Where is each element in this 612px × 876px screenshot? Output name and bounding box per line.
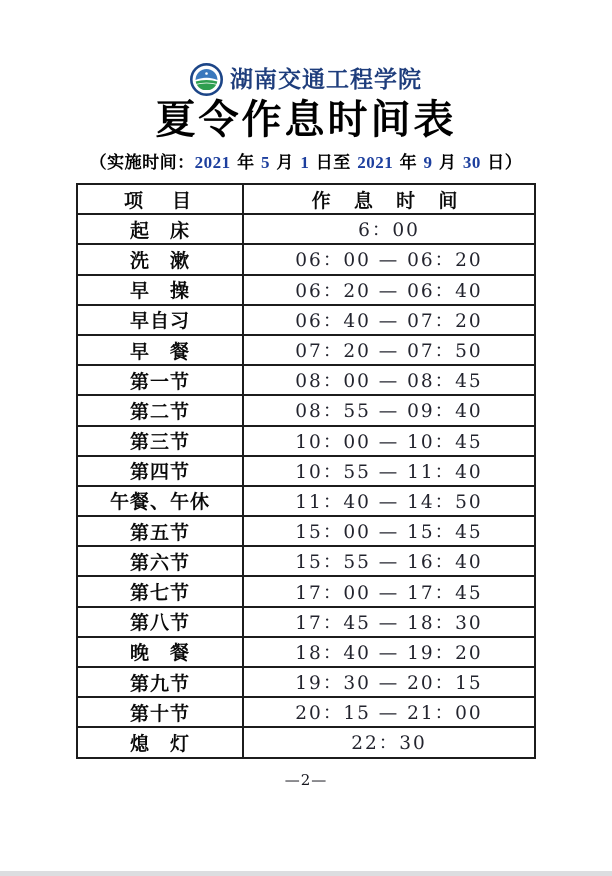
item-label: 第八节	[77, 607, 243, 637]
item-label: 午餐、午休	[77, 486, 243, 516]
time-value: 20：15 — 21：00	[243, 697, 535, 727]
school-header	[0, 0, 612, 96]
schedule-row	[77, 697, 535, 727]
item-label: 第二节	[77, 395, 243, 425]
schedule-row	[77, 275, 535, 305]
item-label: 第四节	[77, 456, 243, 486]
time-value: 08：55 — 09：40	[243, 395, 535, 425]
schedule-table	[76, 183, 536, 759]
schedule-row	[77, 546, 535, 576]
time-value: 17：45 — 18：30	[243, 607, 535, 637]
page-title: 夏令作息时间表	[155, 97, 457, 143]
item-label: 第一节	[77, 365, 243, 395]
time-value: 07：20 — 07：50	[243, 335, 535, 365]
subtitle-text: 月	[270, 153, 301, 173]
school-name: 湖南交通工程学院	[230, 66, 422, 93]
schedule-row	[77, 335, 535, 365]
subtitle-day-start: 1	[300, 153, 310, 172]
time-value: 10：00 — 10：45	[243, 426, 535, 456]
item-label: 第九节	[77, 667, 243, 697]
subtitle-year-end: 2021	[357, 153, 394, 172]
schedule-row	[77, 244, 535, 274]
schedule-row	[77, 426, 535, 456]
subtitle-text: 日）	[480, 153, 523, 173]
time-value: 22：30	[243, 727, 535, 757]
schedule-row	[77, 727, 535, 757]
subtitle-month-end: 9	[423, 153, 433, 172]
item-label: 洗 漱	[77, 244, 243, 274]
time-value: 11：40 — 14：50	[243, 486, 535, 516]
subtitle-year-start: 2021	[194, 153, 231, 172]
header-row	[77, 184, 535, 214]
implementation-period	[0, 148, 612, 173]
subtitle-month-start: 5	[261, 153, 271, 172]
col-header-item: 项 目	[77, 184, 243, 214]
schedule-row	[77, 486, 535, 516]
scan-edge-strip	[0, 871, 612, 876]
item-label: 晚 餐	[77, 637, 243, 667]
item-label: 第十节	[77, 697, 243, 727]
item-label: 早自习	[77, 305, 243, 335]
subtitle-day-end-num: 30	[462, 153, 481, 172]
subtitle-text: 日至	[309, 153, 358, 173]
schedule-row	[77, 607, 535, 637]
subtitle-text: （实施时间：	[89, 153, 195, 173]
time-value: 10：55 — 11：40	[243, 456, 535, 486]
time-value: 19：30 — 20：15	[243, 667, 535, 697]
subtitle-text: 年	[230, 153, 262, 173]
item-label: 第七节	[77, 576, 243, 606]
item-label: 起 床	[77, 214, 243, 244]
col-header-time: 作 息 时 间	[243, 184, 535, 214]
schedule-row	[77, 365, 535, 395]
schedule-row	[77, 395, 535, 425]
time-value: 08：00 — 08：45	[243, 365, 535, 395]
time-value: 6：00	[243, 214, 535, 244]
item-label: 早 操	[77, 275, 243, 305]
schedule-row	[77, 576, 535, 606]
time-value: 06：40 — 07：20	[243, 305, 535, 335]
time-value: 18：40 — 19：20	[243, 637, 535, 667]
time-value: 17：00 — 17：45	[243, 576, 535, 606]
schedule-row	[77, 214, 535, 244]
subtitle-text: 年	[393, 153, 424, 173]
time-value: 15：00 — 15：45	[243, 516, 535, 546]
item-label: 第三节	[77, 426, 243, 456]
item-label: 熄 灯	[77, 727, 243, 757]
page-number: —2—	[284, 770, 328, 789]
subtitle-text: 月	[432, 153, 463, 173]
item-label: 早 餐	[77, 335, 243, 365]
schedule-row	[77, 637, 535, 667]
schedule-row	[77, 305, 535, 335]
schedule-row	[77, 516, 535, 546]
item-label: 第六节	[77, 546, 243, 576]
time-value: 06：20 — 06：40	[243, 275, 535, 305]
school-emblem-icon	[190, 63, 223, 96]
item-label: 第五节	[77, 516, 243, 546]
time-value: 06：00 — 06：20	[243, 244, 535, 274]
schedule-row	[77, 667, 535, 697]
schedule-row	[77, 456, 535, 486]
time-value: 15：55 — 16：40	[243, 546, 535, 576]
